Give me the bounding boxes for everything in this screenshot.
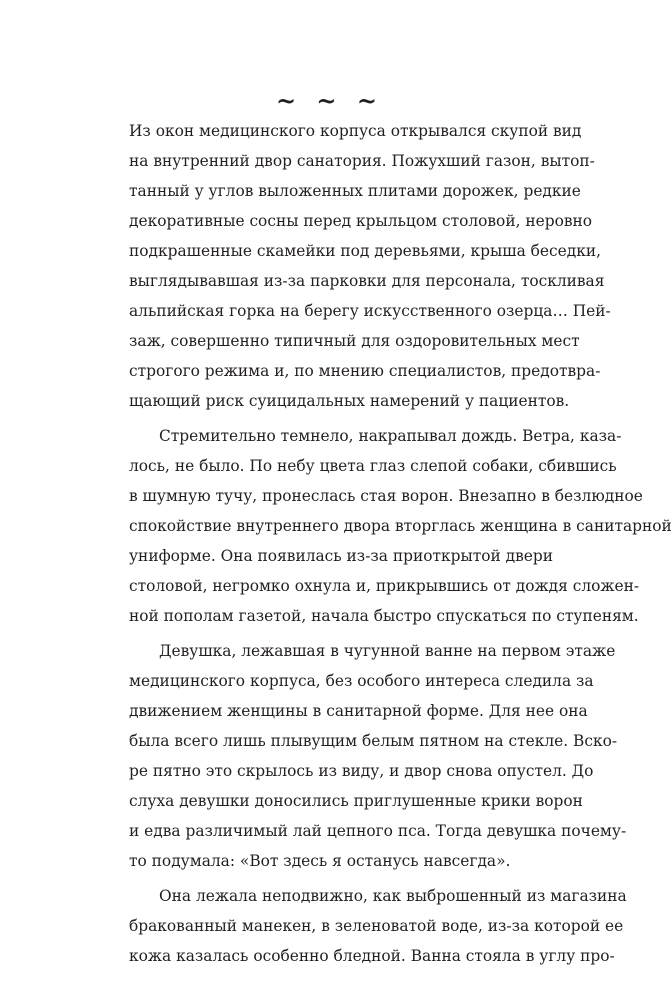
text-line: столовой, негромко охнула и, прикрывшись от дождя сложен- xyxy=(129,577,640,595)
text-line: и едва различимый лай цепного пса. Тогда девушка почему- xyxy=(129,822,627,840)
text-line: ной пополам газетой, начала быстро спускаться по ступеням. xyxy=(129,607,639,625)
text-line: лось, не было. По небу цвета глаз слепой собаки, сбившись xyxy=(129,457,617,475)
text-line: ре пятно это скрылось из виду, и двор снова опустел. До xyxy=(129,762,594,780)
text-line: заж, совершенно типичный для оздоровительных мест xyxy=(129,332,580,350)
text-line: Девушка, лежавшая в чугунной ванне на первом этаже xyxy=(159,642,616,660)
text-line: была всего лишь плывущим белым пятном на стекле. Вско- xyxy=(129,732,618,750)
text-line: альпийская горка на берегу искусственного озерца… Пей- xyxy=(129,302,611,320)
text-line: Она лежала неподвижно, как выброшенный из магазина xyxy=(159,887,627,905)
text-line: Из окон медицинского корпуса открывался скупой вид xyxy=(129,122,582,140)
section-separator: ~ ~ ~ xyxy=(275,86,384,115)
text-line: в шумную тучу, пронеслась стая ворон. Внезапно в безлюдное xyxy=(129,487,643,505)
text-line: щающий риск суицидальных намерений у пациентов. xyxy=(129,392,570,410)
text-line: униформе. Она появилась из-за приоткрытой двери xyxy=(129,547,554,565)
text-line: бракованный манекен, в зеленоватой воде, из-за которой ее xyxy=(129,917,624,935)
text-line: кожа казалась особенно бледной. Ванна стояла в углу про- xyxy=(129,947,615,965)
text-line: выглядывавшая из-за парковки для персонала, тоскливая xyxy=(129,272,605,290)
text-line: Стремительно темнело, накрапывал дождь. Ветра, каза- xyxy=(159,427,622,445)
text-line: строгого режима и, по мнению специалистов, предотвра- xyxy=(129,362,601,380)
text-line: слуха девушки доносились приглушенные крики ворон xyxy=(129,792,583,810)
text-line: на внутренний двор санатория. Пожухший газон, вытоп- xyxy=(129,152,595,170)
text-line: медицинского корпуса, без особого интереса следила за xyxy=(129,672,594,690)
text-line: спокойствие внутреннего двора вторглась женщина в санитарной xyxy=(129,517,672,535)
text-line: танный у углов выложенных плитами дорожек, редкие xyxy=(129,182,581,200)
text-line: движением женщины в санитарной форме. Для нее она xyxy=(129,702,588,720)
text-line: декоративные сосны перед крыльцом столовой, неровно xyxy=(129,212,593,230)
text-line: подкрашенные скамейки под деревьями, крыша беседки, xyxy=(129,242,601,260)
text-line: то подумала: «Вот здесь я останусь навсегда». xyxy=(129,852,511,870)
